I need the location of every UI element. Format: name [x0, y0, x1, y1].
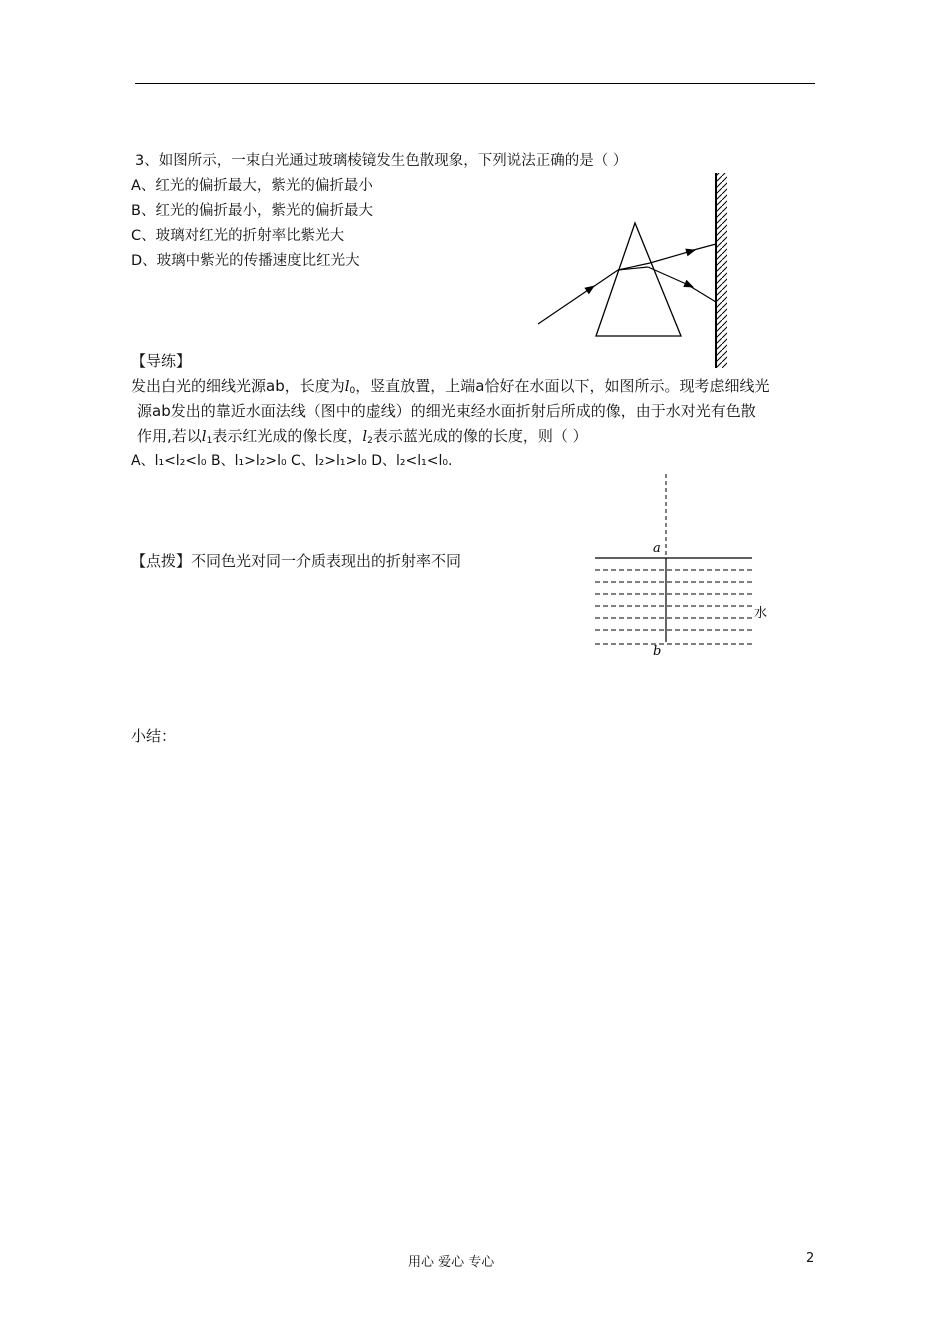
prism-dispersion-figure — [530, 170, 770, 370]
question-3-option-d: D、玻璃中紫光的传播速度比红光大 — [131, 253, 360, 269]
hint-heading: 【点拨】 — [131, 552, 192, 570]
header-rule — [135, 83, 815, 84]
question-3-option-c: C、玻璃对红光的折射率比紫光大 — [131, 228, 345, 244]
label-a: a — [653, 541, 661, 556]
exit-ray-violet — [648, 267, 693, 287]
water-dashes — [595, 570, 752, 644]
label-water: 水 — [754, 606, 768, 621]
prism — [596, 223, 681, 336]
exit-ray-red — [650, 250, 695, 263]
practice-heading: 【导练】 — [131, 352, 192, 370]
summary-label: 小结： — [131, 727, 177, 745]
practice-answer-choices: A、l₁<l₂<l₀ B、l₁>l₂>l₀ C、l₂>l₁>l₀ D、l₂<l₁<l₀. — [131, 453, 453, 469]
hint-text: 不同色光对同一介质表现出的折射率不同 — [191, 552, 462, 570]
label-b: b — [653, 644, 662, 659]
practice-paragraph-line-1: 发出白光的细线光源ab，长度为$l_0$，竖直放置，上端a恰好在水面以下，如图所示。现考虑细线光 — [131, 377, 770, 396]
question-3-stem: 3、如图所示，一束白光通过玻璃棱镜发生色散现象，下列说法正确的是（ ） — [135, 153, 628, 169]
practice-paragraph-line-3: 作用,若以$l_1$表示红光成的像长度，$l_2$表示蓝光成的像的长度，则（ ） — [137, 427, 588, 446]
incident-ray — [538, 286, 594, 324]
question-3-option-b: B、红光的偏折最小，紫光的偏折最大 — [131, 203, 373, 219]
screen-hatching — [717, 173, 727, 368]
footer-motto: 用心 爱心 专心 — [408, 1255, 495, 1270]
water-figure — [590, 472, 770, 662]
practice-paragraph-line-2: 源ab发出的靠近水面法线（图中的虚线）的细光束经水面折射后所成的像，由于水对光有色散 — [137, 402, 756, 420]
hint-line — [131, 551, 461, 571]
page-number: 2 — [806, 1251, 815, 1266]
question-3-option-a: A、红光的偏折最大，紫光的偏折最小 — [131, 178, 373, 194]
